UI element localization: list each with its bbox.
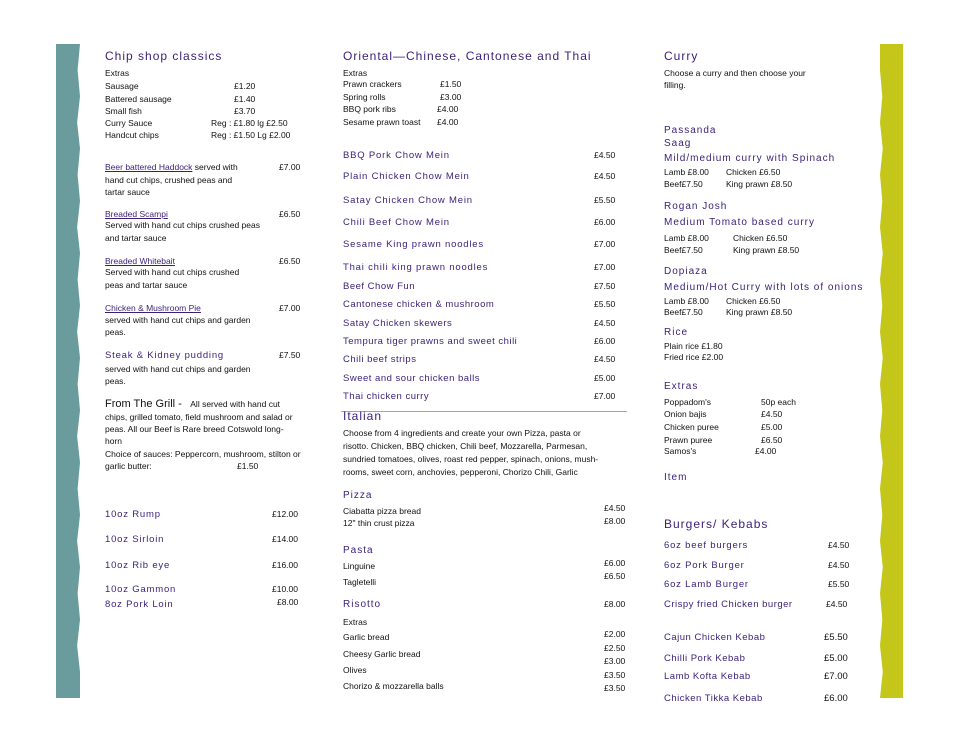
burger-price: £4.50: [828, 540, 850, 550]
pizza-name: 12" thin crust pizza: [343, 518, 415, 528]
oriental-item-price: £5.50: [594, 299, 616, 309]
grill-item-price: £12.00: [272, 509, 298, 519]
grill-item-price: £8.00: [277, 597, 299, 607]
curry-price: Beef£7.50: [664, 245, 703, 255]
extra-name: Spring rolls: [343, 92, 386, 102]
item-description: peas.: [105, 376, 126, 386]
scampi-price: £6.50: [279, 209, 301, 219]
italian-extra-name: Chorizo & mozzarella balls: [343, 681, 444, 691]
curry-desc: Medium Tomato based curry: [664, 217, 815, 228]
oriental-item-price: £7.00: [594, 239, 616, 249]
curry-extra-name: Poppadom's: [664, 397, 711, 407]
oriental-item-name: Thai chili king prawn noodles: [343, 262, 489, 273]
oriental-item-name: Beef Chow Fun: [343, 281, 415, 292]
curry-price: Chicken £6.50: [733, 233, 788, 243]
curry-price: Chicken £6.50: [726, 167, 781, 177]
grill-intro: All served with hand cut: [190, 399, 281, 409]
extra-name: Curry Sauce: [105, 118, 153, 128]
pie-price: £7.00: [279, 303, 301, 313]
curry-price: Beef£7.50: [664, 307, 703, 317]
item-description: served with hand cut chips and garden: [105, 364, 251, 374]
curry-extra-price: £4.00: [755, 446, 777, 456]
sauce-price: £1.50: [237, 461, 259, 471]
curry-name: Rogan Josh: [664, 201, 728, 212]
item-description: served with hand cut chips and garden: [105, 315, 251, 325]
burger-price: £5.50: [828, 579, 850, 589]
pudding-price: £7.50: [279, 350, 301, 360]
burger-price: £4.50: [828, 560, 850, 570]
scampi-link[interactable]: Breaded Scampi: [105, 209, 168, 219]
curry-price: Chicken £6.50: [726, 296, 781, 306]
extra-name: BBQ pork ribs: [343, 104, 396, 114]
pasta-name: Linguine: [343, 561, 376, 571]
section-divider: [341, 411, 627, 412]
curry-extra-price: £4.50: [761, 409, 783, 419]
oriental-title: Oriental—Chinese, Cantonese and Thai: [343, 49, 592, 63]
grill-desc-line: peas. All our Beef is Rare breed Cotswold long-: [105, 424, 284, 434]
curry-extra-price: £6.50: [761, 435, 783, 445]
curry-price: Lamb £8.00: [664, 167, 709, 177]
curry-extra-name: Prawn puree: [664, 435, 713, 445]
curry-extra-name: Onion bajis: [664, 409, 707, 419]
curry-intro: filling.: [664, 80, 686, 90]
chip-extras-label: Extras: [105, 68, 130, 78]
burger-name: 6oz beef burgers: [664, 540, 749, 551]
burger-name: 6oz Lamb Burger: [664, 579, 749, 590]
extra-price: £4.00: [437, 117, 459, 127]
burger-price: £4.50: [826, 599, 848, 609]
item-description: Served with hand cut chips crushed: [105, 267, 240, 277]
oriental-item-name: BBQ Pork Chow Mein: [343, 150, 450, 161]
italian-extra-name: Olives: [343, 665, 367, 675]
oriental-item-price: £4.50: [594, 354, 616, 364]
italian-desc-line: sundried tomatoes, olives, roast red pepper, spinach, onions, mush-: [343, 454, 599, 464]
pudding-name: Steak & Kidney pudding: [105, 350, 225, 361]
kebab-price: £5.00: [824, 653, 848, 664]
pizza-name: Ciabatta pizza bread: [343, 506, 421, 516]
kebab-name: Chicken Tikka Kebab: [664, 693, 763, 704]
chip-shop-title: Chip shop classics: [105, 49, 223, 63]
oriental-item-price: £7.00: [594, 391, 616, 401]
grill-item-price: £10.00: [272, 584, 298, 594]
oriental-item-name: Sesame King prawn noodles: [343, 239, 484, 250]
extra-price: £3.00: [440, 92, 462, 102]
pasta-title: Pasta: [343, 545, 374, 556]
item-description: tartar sauce: [105, 187, 150, 197]
risotto-price: £8.00: [604, 599, 626, 609]
passanda-heading: Passanda: [664, 125, 717, 133]
curry-extras-title: Extras: [664, 381, 699, 392]
italian-desc-line: risotto. Chicken, BBQ chicken, Chili beef, Mozzarella, Parmesan,: [343, 441, 588, 451]
item-description: peas and tartar sauce: [105, 280, 188, 290]
kebab-name: Cajun Chicken Kebab: [664, 632, 766, 643]
italian-extra-price: £2.50: [604, 643, 626, 653]
oriental-item-name: Thai chicken curry: [343, 391, 430, 402]
oriental-item-price: £6.00: [594, 336, 616, 346]
left-decorative-band: [56, 44, 80, 698]
item-description: and tartar sauce: [105, 233, 167, 243]
extra-name: Battered sausage: [105, 94, 172, 104]
extra-price: Reg : £1.50 Lg £2.00: [211, 130, 291, 140]
oriental-item-name: Chili Beef Chow Mein: [343, 217, 450, 228]
item-label: Item: [664, 472, 688, 483]
grill-item-price: £16.00: [272, 560, 298, 570]
italian-extra-price: £3.50: [604, 670, 626, 680]
item-description: peas.: [105, 327, 126, 337]
pizza-price: £8.00: [604, 516, 626, 526]
extra-price: £1.40: [234, 94, 256, 104]
curry-price: King prawn £8.50: [726, 307, 793, 317]
oriental-item-name: Satay Chicken Chow Mein: [343, 195, 473, 206]
curry-title: Curry: [664, 49, 699, 63]
curry-extra-name: Samos's: [664, 446, 697, 456]
burgers-title: Burgers/ Kebabs: [664, 517, 769, 531]
burger-name: 6oz Pork Burger: [664, 560, 745, 571]
italian-title: Italian: [343, 409, 383, 423]
curry-price: Beef£7.50: [664, 179, 703, 189]
oriental-item-price: £4.50: [594, 318, 616, 328]
oriental-item-price: £5.00: [594, 373, 616, 383]
oriental-item-price: £4.50: [594, 171, 616, 181]
extra-name: Sesame prawn toast: [343, 117, 421, 127]
kebab-name: Lamb Kofta Kebab: [664, 671, 751, 682]
curry-desc: Medium/Hot Curry with lots of onions: [664, 282, 864, 293]
extra-name: Sausage: [105, 81, 139, 91]
curry-price: Lamb £8.00: [664, 233, 709, 243]
risotto-title: Risotto: [343, 599, 382, 610]
menu-item-haddock: Beer battered Haddock served with: [105, 162, 238, 172]
oriental-item-name: Sweet and sour chicken balls: [343, 373, 481, 384]
extra-price: £3.70: [234, 106, 256, 116]
oriental-item-name: Chili beef strips: [343, 354, 417, 365]
kebab-price: £7.00: [824, 671, 848, 682]
haddock-price: £7.00: [279, 162, 301, 172]
oriental-extras-label: Extras: [343, 68, 368, 78]
cut-heading-clip: [664, 125, 716, 133]
rice-item: Fried rice £2.00: [664, 352, 724, 362]
extra-price: £4.00: [437, 104, 459, 114]
extra-price: £1.50: [440, 79, 462, 89]
pasta-name: Tagletelli: [343, 577, 377, 587]
grill-desc-line: horn: [105, 436, 123, 446]
item-description: hand cut chips, crushed peas and: [105, 175, 233, 185]
right-decorative-band: [880, 44, 903, 698]
grill-desc-line: garlic butter:: [105, 461, 152, 471]
item-description: Served with hand cut chips crushed peas: [105, 220, 260, 230]
oriental-item-price: £7.00: [594, 262, 616, 272]
pizza-title: Pizza: [343, 490, 373, 501]
grill-title: From The Grill -: [105, 398, 182, 410]
grill-item-name: 10oz Rump: [105, 509, 161, 520]
pie-link[interactable]: Chicken & Mushroom Pie: [105, 303, 201, 313]
rice-item: Plain rice £1.80: [664, 341, 723, 351]
curry-name: Dopiaza: [664, 266, 708, 277]
pasta-price: £6.50: [604, 571, 626, 581]
curry-extra-price: £5.00: [761, 422, 783, 432]
grill-desc-line: Choice of sauces: Peppercorn, mushroom, stilton or: [105, 449, 301, 459]
curry-price: King prawn £8.50: [726, 179, 793, 189]
extra-name: Prawn crackers: [343, 79, 402, 89]
curry-extra-price: 50p each: [761, 397, 796, 407]
grill-item-name: 10oz Sirloin: [105, 534, 165, 545]
italian-extra-name: Garlic bread: [343, 632, 390, 642]
grill-item-name: 10oz Gammon: [105, 584, 177, 595]
grill-desc-line: chips, grilled tomato, field mushroom and salad or: [105, 412, 293, 422]
oriental-item-price: £6.00: [594, 217, 616, 227]
italian-desc-line: Choose from 4 ingredients and create your own Pizza, pasta or: [343, 428, 581, 438]
curry-name: Saag: [664, 138, 692, 149]
whitebait-price: £6.50: [279, 256, 301, 266]
oriental-item-name: Tempura tiger prawns and sweet chili: [343, 336, 518, 347]
oriental-item-name: Plain Chicken Chow Mein: [343, 171, 470, 182]
oriental-item-name: Cantonese chicken & mushroom: [343, 299, 495, 310]
oriental-item-price: £5.50: [594, 195, 616, 205]
extra-price: Reg : £1.80 lg £2.50: [211, 118, 288, 128]
oriental-item-price: £4.50: [594, 150, 616, 160]
italian-extra-price: £3.50: [604, 683, 626, 693]
extra-name: Handcut chips: [105, 130, 159, 140]
italian-extras-label: Extras: [343, 617, 368, 627]
curry-price: Lamb £8.00: [664, 296, 709, 306]
curry-extra-name: Chicken puree: [664, 422, 719, 432]
burger-name: Crispy fried Chicken burger: [664, 599, 793, 610]
oriental-item-price: £7.50: [594, 281, 616, 291]
pizza-price: £4.50: [604, 503, 626, 513]
italian-extra-name: Cheesy Garlic bread: [343, 649, 421, 659]
italian-extra-price: £3.00: [604, 656, 626, 666]
oriental-item-name: Satay Chicken skewers: [343, 318, 453, 329]
curry-price: King prawn £8.50: [733, 245, 800, 255]
curry-intro: Choose a curry and then choose your: [664, 68, 806, 78]
pasta-price: £6.00: [604, 558, 626, 568]
italian-desc-line: rooms, sweet corn, anchovies, pepperoni, Chorizo Chili, Garlic: [343, 467, 578, 477]
grill-heading: [105, 394, 280, 412]
rice-title: Rice: [664, 327, 689, 338]
grill-item-name: 8oz Pork Loin: [105, 599, 174, 610]
kebab-name: Chilli Pork Kebab: [664, 653, 746, 664]
grill-item-name: 10oz Rib eye: [105, 560, 171, 571]
whitebait-link[interactable]: Breaded Whitebait: [105, 256, 175, 266]
extra-price: £1.20: [234, 81, 256, 91]
curry-desc: Mild/medium curry with Spinach: [664, 153, 836, 164]
haddock-link[interactable]: Beer battered Haddock: [105, 162, 193, 172]
kebab-price: £6.00: [824, 693, 848, 704]
grill-item-price: £14.00: [272, 534, 298, 544]
italian-extra-price: £2.00: [604, 629, 626, 639]
kebab-price: £5.50: [824, 632, 848, 643]
extra-name: Small fish: [105, 106, 142, 116]
